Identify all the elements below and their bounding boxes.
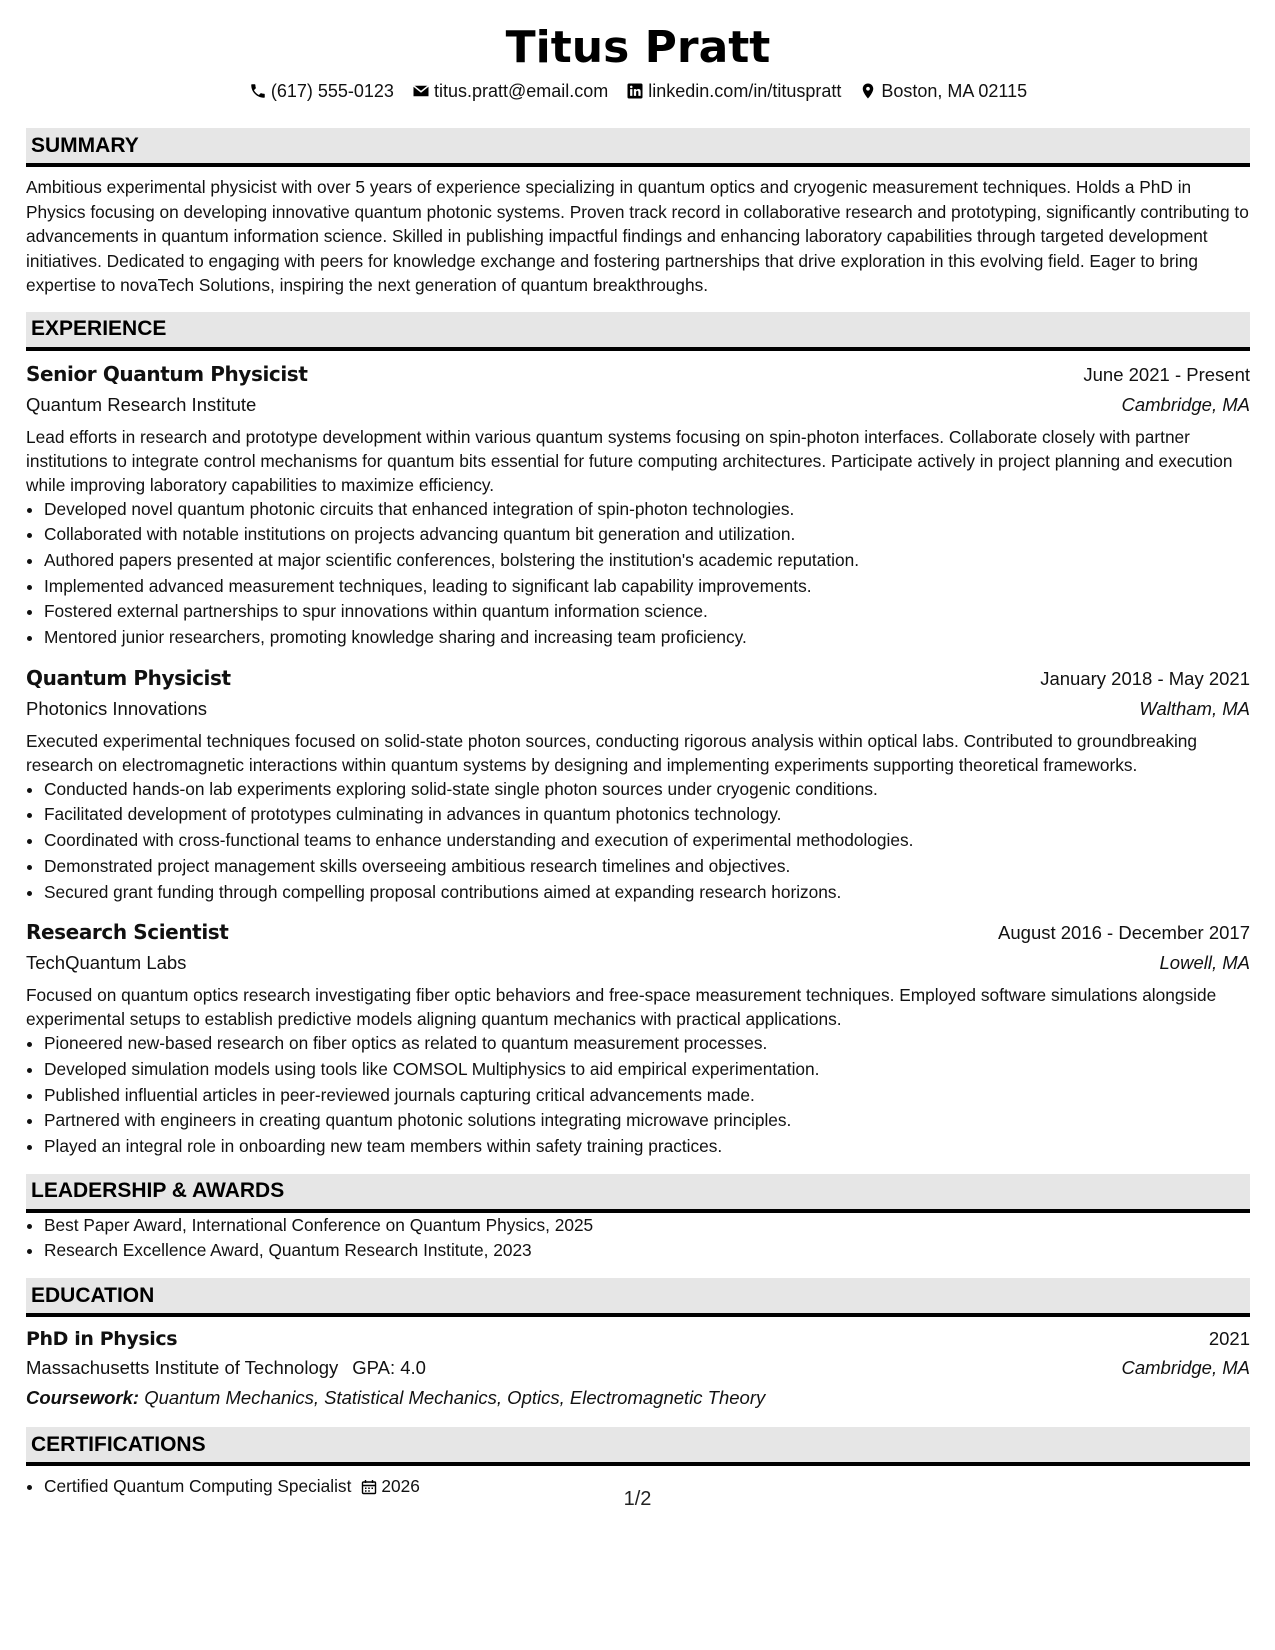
job-entry: [26, 917, 1250, 1160]
coursework-list: Quantum Mechanics, Statistical Mechanics, Optics, Electromagnetic Theory: [144, 1387, 766, 1409]
job-description: Focused on quantum optics research investigating fiber optic behaviors and free-space measurement techniques. Employed software simulations alongside experimental setups to establish predictive models aligning quantum mechanics with practical applications.: [26, 985, 1217, 1030]
job-location: Cambridge, MA: [1121, 393, 1250, 415]
list-item: • Demonstrated project management skills overseeing ambitious research timelines and objectives.: [44, 854, 1250, 880]
certification-name: • Certified Quantum Computing Specialist: [44, 1476, 352, 1497]
list-item: • Authored papers presented at major scientific conferences, bolstering the institution's academic reputation.: [44, 548, 1250, 574]
candidate-name: Titus Pratt: [505, 22, 771, 73]
list-item: • Developed simulation models using tools like COMSOL Multiphysics to aid empirical experimentation.: [44, 1057, 1250, 1083]
linkedin-text[interactable]: linkedin.com/in/tituspratt: [648, 81, 842, 101]
certification-date-text: 2026: [381, 1476, 420, 1497]
location-text: Boston, MA 02115: [881, 81, 1028, 101]
list-item: • Mentored junior researchers, promoting knowledge sharing and increasing team proficiency.: [44, 625, 1250, 651]
linkedin-icon: [626, 82, 644, 100]
degree: PhD in Physics: [26, 1328, 178, 1351]
job-title: Quantum Physicist: [26, 665, 231, 690]
list-item: • Coordinated with cross-functional teams to enhance understanding and execution of experimental methodologies.: [44, 828, 1250, 854]
list-item: • Collaborated with notable institutions on projects advancing quantum bit generation and utilization.: [44, 522, 1250, 548]
school-name: Massachusetts Institute of Technology: [26, 1357, 339, 1379]
contact-bar: [26, 80, 1250, 102]
job-description: Lead efforts in research and prototype development within various quantum systems focusing on spin-photon interfaces. Collaborate closely with partner institutions to integrate control mechanisms for quantum bits essential for future computing architectures. Participate actively in project planning and execution while improving laboratory capabilities to maximize efficiency.: [26, 426, 1233, 495]
job-title: Senior Quantum Physicist: [26, 361, 308, 386]
list-item: • Developed novel quantum photonic circuits that enhanced integration of spin-photon technologies.: [44, 497, 1250, 523]
job-dates: August 2016 - December 2017: [998, 922, 1250, 944]
awards-list: [26, 1213, 1250, 1264]
list-item: • Secured grant funding through compelling proposal contributions aimed at expanding research horizons.: [44, 880, 1250, 906]
list-item: • Facilitated development of prototypes culminating in advances in quantum photonics technology.: [44, 802, 1250, 828]
job-bullets: [26, 497, 1250, 651]
summary-heading: SUMMARY: [26, 128, 1250, 167]
awards-section: [26, 1174, 1250, 1264]
graduation-year: 2021: [1208, 1328, 1250, 1350]
list-item: • Conducted hands-on lab experiments exploring solid-state single photon sources under cryogenic conditions.: [44, 777, 1250, 803]
job-entry: [26, 359, 1250, 651]
job-entry: [26, 663, 1250, 906]
education-heading: EDUCATION: [26, 1278, 1250, 1317]
list-item: • Partnered with engineers in creating quantum photonic solutions integrating microwave principles.: [44, 1108, 1250, 1134]
company-name: Quantum Research Institute: [26, 393, 257, 415]
list-item: • Best Paper Award, International Conference on Quantum Physics, 2025: [44, 1213, 1250, 1239]
list-item: • Pioneered new-based research on fiber optics as related to quantum measurement processes.: [44, 1031, 1250, 1057]
awards-heading: LEADERSHIP & AWARDS: [26, 1174, 1250, 1213]
company-name: TechQuantum Labs: [26, 952, 187, 974]
certifications-heading: CERTIFICATIONS: [26, 1427, 1250, 1466]
gpa: GPA: 4.0: [352, 1357, 426, 1379]
job-location: Waltham, MA: [1139, 697, 1250, 719]
experience-section: [26, 312, 1250, 1160]
job-dates: January 2018 - May 2021: [1040, 667, 1250, 689]
contact-email[interactable]: [412, 80, 608, 102]
contact-location: [859, 80, 1027, 102]
job-title: Research Scientist: [26, 920, 229, 945]
page-number: 1/2: [623, 1488, 652, 1510]
job-location: Lowell, MA: [1159, 952, 1250, 974]
experience-heading: EXPERIENCE: [26, 312, 1250, 351]
list-item: • Implemented advanced measurement techniques, leading to significant lab capability improvements.: [44, 574, 1250, 600]
email-text[interactable]: titus.pratt@email.com: [433, 81, 609, 101]
map-pin-icon: [859, 82, 877, 100]
summary-text: Ambitious experimental physicist with over 5 years of experience specializing in quantum optics and cryogenic measurement techniques. Holds a PhD in Physics focusing on developing innovative quantum photonic systems. Proven track record in collaborative research and prototyping, significantly contributing to advancements in quantum information science. Skilled in publishing impactful findings and enhancing laboratory capabilities through targeted development initiatives. Dedicated to engaging with peers for knowledge exchange and fostering partnerships that drive exploration in this evolving field. Eager to bring expertise to novaTech Solutions, inspiring the next generation of quantum breakthroughs.: [26, 177, 1249, 295]
phone-icon: [249, 82, 267, 100]
job-bullets: [26, 1031, 1250, 1160]
list-item: • Published influential articles in peer-reviewed journals capturing critical advancements made.: [44, 1083, 1250, 1109]
envelope-icon: [412, 82, 430, 100]
coursework-label: Coursework:: [26, 1387, 140, 1409]
school-info: [26, 1353, 426, 1383]
list-item: • Research Excellence Award, Quantum Research Institute, 2023: [44, 1238, 1250, 1264]
summary-section: [26, 128, 1250, 298]
resume-page: [26, 22, 1250, 1500]
company-name: Photonics Innovations: [26, 697, 208, 719]
job-description: Executed experimental techniques focused on solid-state photon sources, conducting rigorous analysis within optical labs. Contributed to groundbreaking research on electromagnetic interactions within quantum systems by designing and implementing experiments supporting theoretical frameworks.: [26, 730, 1198, 775]
job-bullets: [26, 777, 1250, 906]
education-section: [26, 1278, 1250, 1413]
phone-text: (617) 555-0123: [270, 81, 394, 101]
list-item: • Fostered external partnerships to spur innovations within quantum information science.: [44, 599, 1250, 625]
contact-phone: [249, 80, 394, 102]
list-item: • Played an integral role in onboarding new team members within safety training practices.: [44, 1134, 1250, 1160]
school-location: Cambridge, MA: [1121, 1357, 1250, 1379]
coursework: [26, 1383, 1250, 1413]
contact-linkedin[interactable]: [626, 80, 841, 102]
job-dates: June 2021 - Present: [1083, 363, 1250, 385]
education-entry: [26, 1325, 1250, 1413]
